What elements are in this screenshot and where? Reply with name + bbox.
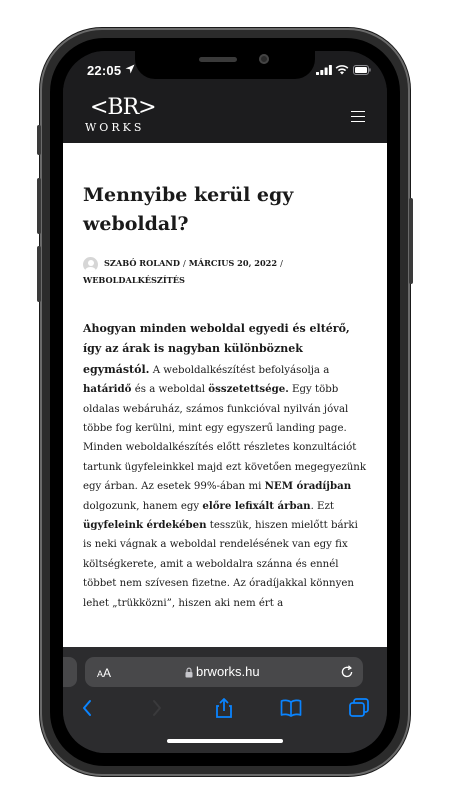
volume-down-button — [37, 246, 41, 302]
logo-text: WORKS — [85, 121, 145, 134]
article-body — [83, 319, 369, 613]
wifi-icon — [335, 64, 349, 75]
site-header — [63, 89, 387, 143]
reload-icon[interactable] — [340, 665, 354, 679]
body-text: . Ezt — [310, 500, 334, 512]
location-arrow-icon — [125, 64, 135, 74]
body-bold: ügyfeleink érdekében — [83, 519, 207, 532]
lock-icon — [185, 667, 193, 678]
phone-screen — [63, 51, 387, 753]
signal-icon — [316, 65, 332, 75]
body-text: és a weboldal — [131, 384, 209, 396]
bookmarks-icon[interactable] — [280, 698, 302, 718]
meta-separator: / — [182, 258, 186, 268]
front-camera — [259, 54, 269, 64]
body-bold: határidő — [83, 383, 132, 396]
post-date[interactable]: MÁRCIUS 20, 2022 — [188, 258, 278, 268]
notch — [135, 51, 315, 79]
article — [63, 143, 387, 647]
hamburger-menu-icon[interactable] — [351, 111, 365, 123]
forward-icon[interactable] — [145, 698, 167, 718]
status-time: 22:05 — [87, 63, 122, 78]
url-text[interactable]: brworks.hu — [196, 664, 260, 679]
content-area — [63, 143, 387, 647]
body-bold: előre lefixált árban — [202, 499, 311, 512]
category-link[interactable]: WEBOLDALKÉSZÍTÉS — [83, 274, 185, 285]
body-text: Egy több oldalas webáruház, számos funkcióval nyilván jóval többe fog kerülni, mint egy egyszerű landing page. Minden weboldalkészítés előtt részletes konzultációt tartunk ügyfeleinkkel majd ezt követően megegyezünk egy árban. Az esetek 99%-ában mi — [83, 384, 367, 493]
volume-up-button — [37, 178, 41, 234]
previous-tab-peek[interactable] — [63, 657, 77, 687]
body-text: A weboldalkészítést befolyásolja a — [149, 364, 330, 376]
status-bar — [63, 51, 387, 89]
home-indicator[interactable] — [167, 739, 283, 743]
article-title: Mennyibe kerül egy weboldal? — [83, 184, 294, 235]
address-bar[interactable] — [85, 657, 363, 687]
reader-aa-button[interactable]: AA — [97, 666, 112, 680]
tabs-icon[interactable] — [348, 698, 370, 718]
author-link[interactable]: SZABÓ ROLAND — [104, 258, 180, 268]
back-icon[interactable] — [77, 698, 99, 718]
power-button — [409, 198, 413, 284]
logo-mark: <BR> — [90, 95, 156, 120]
body-bold: összetettsége. — [208, 383, 289, 396]
share-icon[interactable] — [213, 698, 235, 718]
body-text: tesszük, hiszen mielőtt bárki is neki vágnak a weboldal rendelésének van egy fix költségkerete, amit a weboldalra szánna és ennél többet nem szívesen fizetne. Az óradíjakkal könnyen lehet „trükközni”, hiszen aki nem ért a — [83, 520, 358, 609]
meta-separator: / — [280, 258, 283, 268]
article-meta — [83, 255, 373, 288]
body-bold: NEM óradíjban — [264, 480, 352, 493]
speaker — [199, 57, 237, 62]
author-avatar-icon — [83, 257, 98, 272]
battery-icon — [353, 65, 371, 75]
mute-switch — [37, 125, 41, 155]
lead-sentence: Ahogyan minden weboldal egyedi és eltérő, így az árak is nagyban különböznek egymástól. — [83, 322, 350, 376]
safari-toolbar — [63, 647, 387, 753]
body-text: dolgozunk, hanem egy — [83, 500, 203, 512]
site-logo[interactable] — [85, 95, 155, 139]
